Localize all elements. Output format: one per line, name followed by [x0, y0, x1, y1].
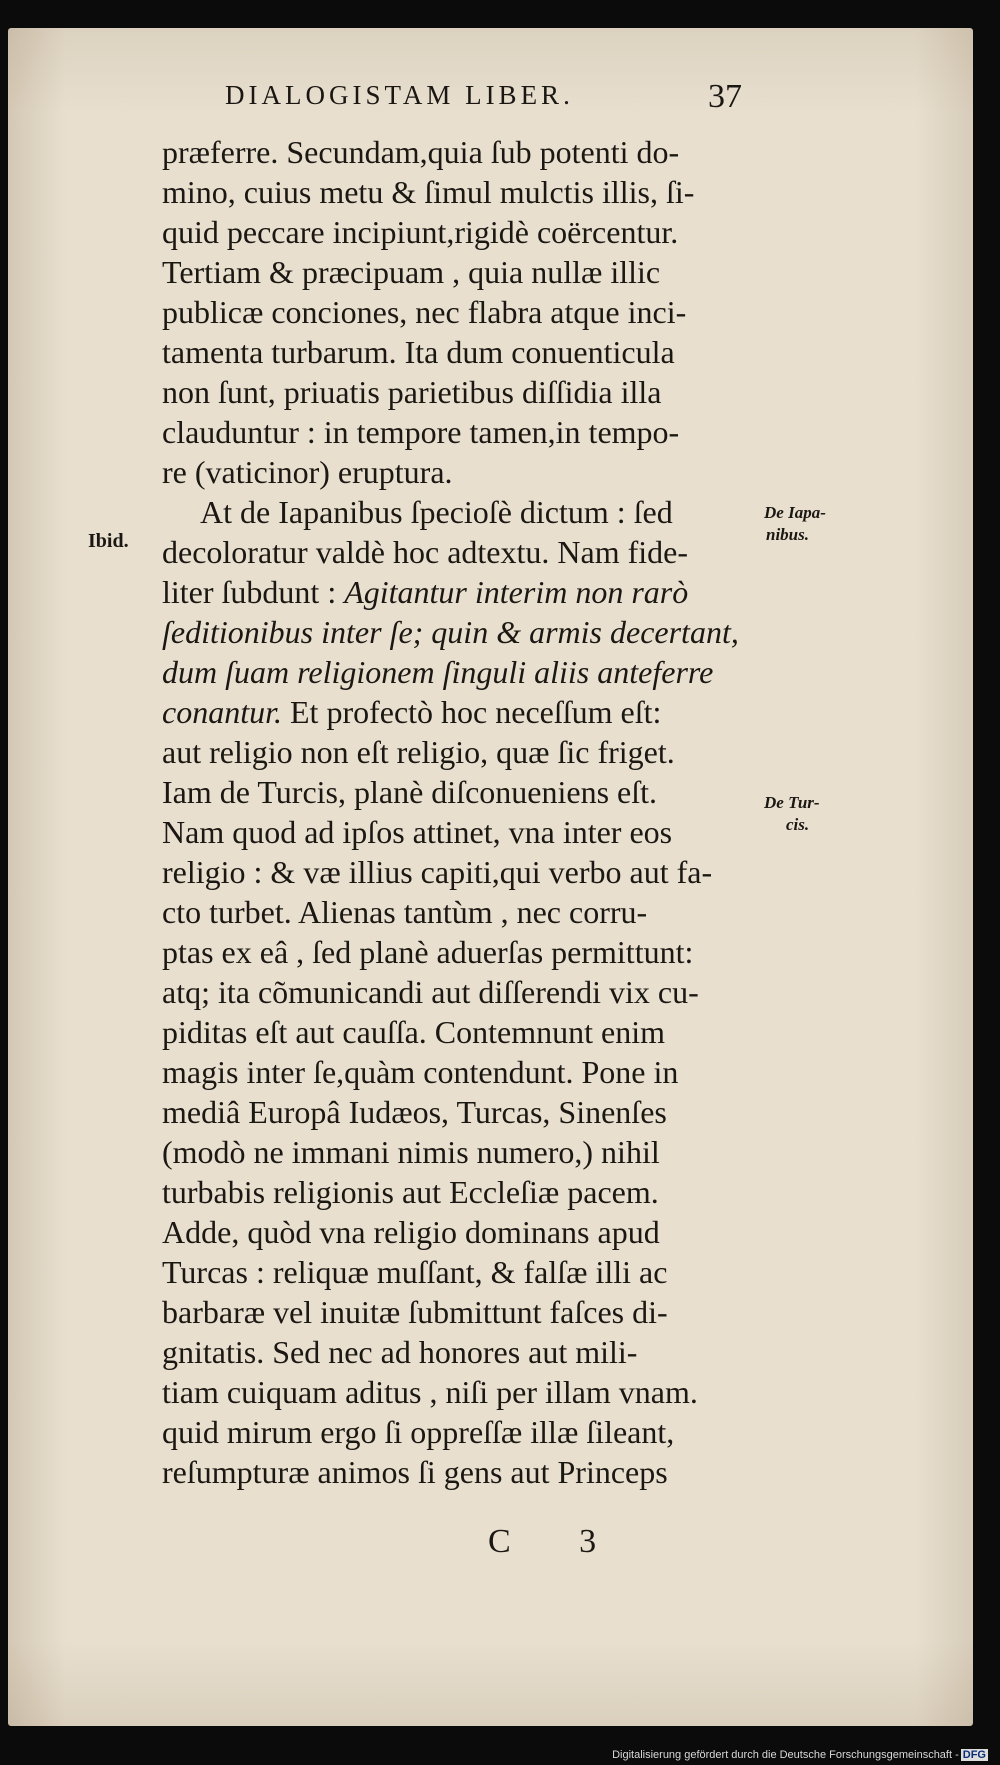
text-line: præferre. Secundam,quia ſub potenti do-: [162, 134, 680, 170]
text-line: quid mirum ergo ſi oppreſſæ illæ ſileant,: [162, 1414, 675, 1450]
margin-note-line: De Iapa-: [764, 503, 826, 522]
paragraph-start: At de Iapanibus ſpecioſè dictum : ſed: [200, 494, 673, 530]
text-line: atq; ita cõmunicandi aut diſſerendi vix cu-: [162, 974, 699, 1010]
signature-mark: C 3: [488, 1523, 627, 1560]
text-line: Adde, quòd vna religio dominans apud: [162, 1214, 660, 1250]
text-line: Tertiam & præcipuam , quia nullæ illic: [162, 254, 661, 290]
text-line: publicæ conciones, nec flabra atque inci-: [162, 294, 687, 330]
quote-line: dum ſuam religionem ſinguli aliis anteferre: [162, 654, 714, 690]
text-line: mino, cuius metu & ſimul mulctis illis, ſi-: [162, 174, 695, 210]
text-line: Nam quod ad ipſos attinet, vna inter eos: [162, 814, 673, 850]
text-segment: liter ſubdunt :: [162, 574, 337, 610]
text-line: tiam cuiquam aditus , niſi per illam vnam.: [162, 1374, 698, 1410]
text-line: piditas eſt aut cauſſa. Contemnunt enim: [162, 1014, 665, 1050]
text-line: non ſunt, priuatis parietibus diſſidia illa: [162, 374, 662, 410]
text-line: clauduntur : in tempore tamen,in tempo-: [162, 414, 680, 450]
text-line: turbabis religionis aut Eccleſiæ pacem.: [162, 1174, 659, 1210]
margin-note-iapanibus: [764, 502, 826, 546]
text-line: tamenta turbarum. Ita dum conuenticula: [162, 334, 675, 370]
text-line: Turcas : reliquæ muſſant, & falſæ illi ac: [162, 1254, 668, 1290]
text-line: aut religio non eſt religio, quæ ſic friget.: [162, 734, 675, 770]
margin-note-turcis: [764, 792, 820, 836]
text-line: quid peccare incipiunt,rigidè coërcentur.: [162, 214, 679, 250]
text-line: gnitatis. Sed nec ad honores aut mili-: [162, 1334, 638, 1370]
quote-line: ſeditionibus inter ſe; quin & armis decertant,: [162, 614, 739, 650]
body-text: [162, 132, 762, 1492]
margin-note-line: De Tur-: [764, 793, 820, 812]
margin-note-line: nibus.: [766, 525, 809, 544]
digitization-credit: [612, 1749, 988, 1761]
text-line: (modò ne immani nimis numero,) nihil: [162, 1134, 660, 1170]
page-number: 37: [708, 78, 742, 115]
text-line: magis inter ſe,quàm contendunt. Pone in: [162, 1054, 679, 1090]
text-line: reſumpturæ animos ſi gens aut Princeps: [162, 1454, 668, 1490]
dfg-logo: DFG: [962, 1749, 986, 1761]
text-line: [162, 692, 762, 732]
quote-segment: conantur.: [162, 694, 282, 730]
text-line: Iam de Turcis, planè diſconueniens eſt.: [162, 774, 658, 810]
text-line: religio : & væ illius capiti,qui verbo aut fa-: [162, 854, 713, 890]
text-line: ptas ex eâ , ſed planè aduerſas permittunt:: [162, 934, 694, 970]
quote-segment: Agitantur interim non rarò: [344, 574, 689, 610]
running-head: DIALOGISTAM LIBER.: [225, 80, 574, 110]
text-line: [162, 572, 762, 612]
text-line: cto turbet. Alienas tantùm , nec corru-: [162, 894, 648, 930]
margin-note-line: cis.: [786, 815, 810, 834]
text-line: mediâ Europâ Iudæos, Turcas, Sinenſes: [162, 1094, 667, 1130]
text-line: re (vaticinor) eruptura.: [162, 454, 453, 490]
credit-text: Digitalisierung gefördert durch die Deutsche Forschungsgemeinschaft -: [612, 1749, 959, 1761]
text-line: decoloratur valdè hoc adtextu. Nam fide-: [162, 534, 688, 570]
margin-note-ibid: Ibid.: [88, 530, 129, 552]
text-segment: Et profectò hoc neceſſum eſt:: [282, 694, 662, 730]
text-line: barbaræ vel inuitæ ſubmittunt faſces di-: [162, 1294, 668, 1330]
